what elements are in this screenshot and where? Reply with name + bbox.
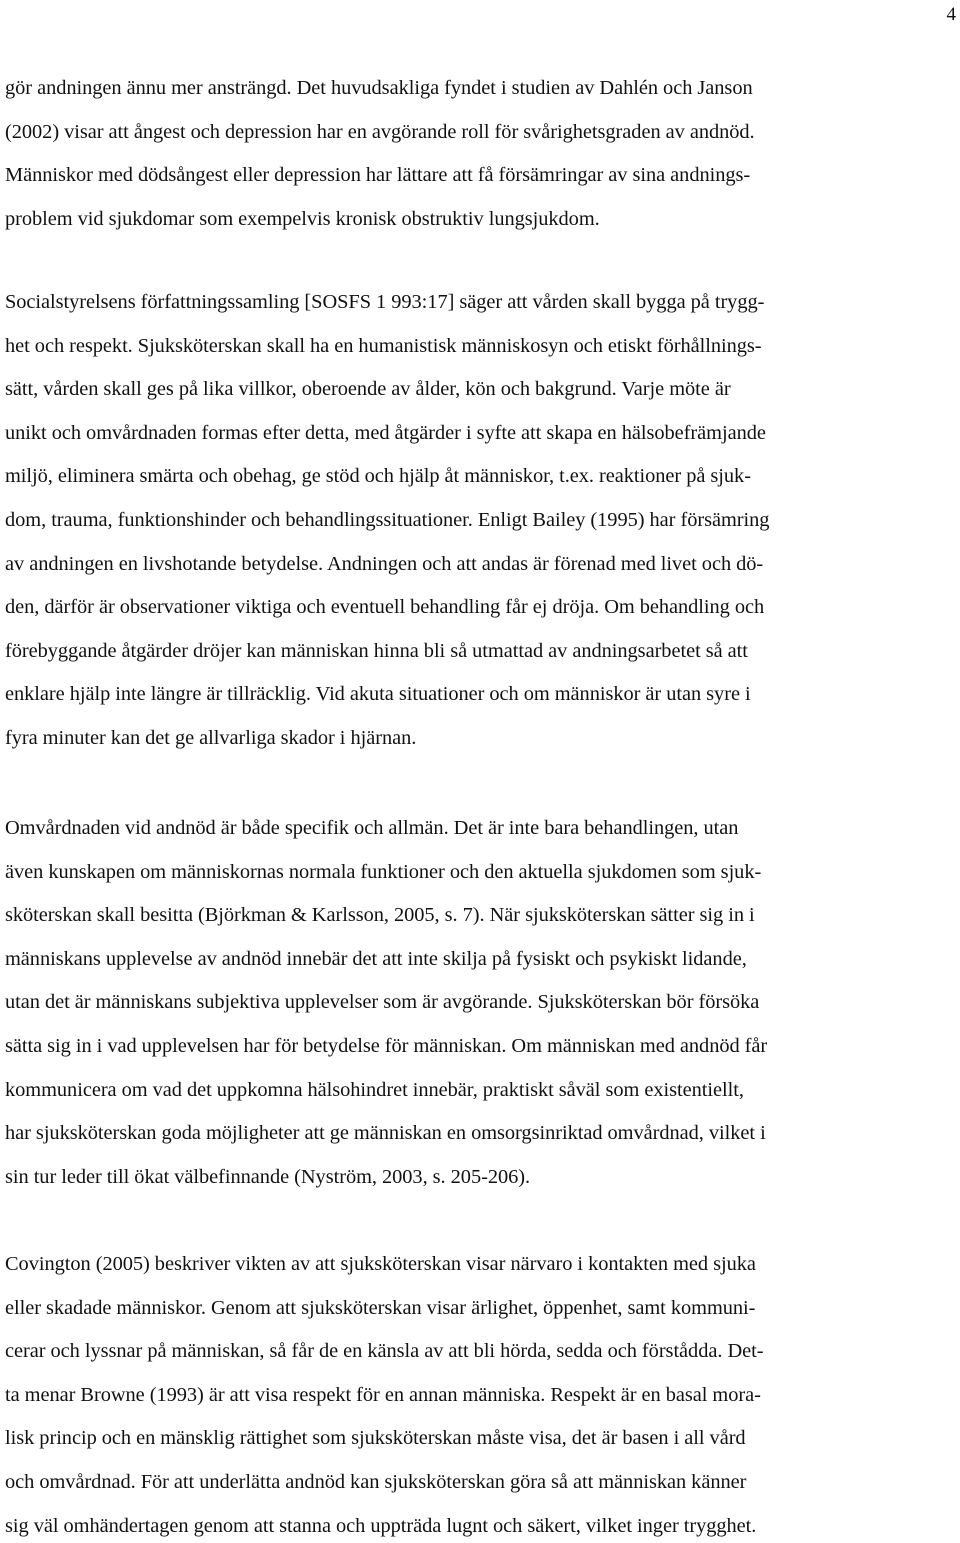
text-line: problem vid sjukdomar som exempelvis kronisk obstruktiv lungsjukdom. xyxy=(5,207,600,230)
text-line: Covington (2005) beskriver vikten av att sjuksköterskan visar närvaro i kontakten med sjuka xyxy=(5,1253,756,1275)
text-line: unikt och omvårdnaden formas efter detta, med åtgärder i syfte att skapa en hälsobefrämjande xyxy=(5,421,766,444)
text-line: av andningen en livshotande betydelse. Andningen och att andas är förenad med livet och dö- xyxy=(5,552,764,575)
text-line: har sjuksköterskan goda möjligheter att ge människan en omsorgsinriktad omvårdnad, vilket i xyxy=(5,1122,766,1145)
text-line: lisk princip och en mänsklig rättighet som sjuksköterskan måste visa, det är basen i all vård xyxy=(5,1427,746,1450)
text-line: gör andningen ännu mer ansträngd. Det huvudsakliga fyndet i studien av Dahlén och Janson xyxy=(5,77,753,99)
text-line: även kunskapen om människornas normala funktioner och den aktuella sjukdomen som sjuk- xyxy=(5,860,762,883)
text-line: sätta sig in i vad upplevelsen har för betydelse för människan. Om människan med andnöd får xyxy=(5,1035,768,1057)
page-number: 4 xyxy=(946,4,956,25)
text-line: cerar och lyssnar på människan, så får de en känsla av att bli hörda, sedda och förstådda. Det- xyxy=(5,1340,764,1363)
text-line: sin tur leder till ökat välbefinnande (Nyström, 2003, s. 205-206). xyxy=(5,1165,531,1188)
text-line: eller skadade människor. Genom att sjuksköterskan visar ärlighet, öppenhet, samt kommuni- xyxy=(5,1296,756,1319)
text-line: fyra minuter kan det ge allvarliga skador i hjärnan. xyxy=(5,727,417,749)
text-line: Omvårdnaden vid andnöd är både specifik och allmän. Det är inte bara behandlingen, utan xyxy=(5,817,739,839)
text-line: enklare hjälp inte längre är tillräcklig. Vid akuta situationer och om människor är utan syre i xyxy=(5,683,751,706)
text-line: miljö, eliminera smärta och obehag, ge stöd och hjälp åt människor, t.ex. reaktioner på sjuk- xyxy=(5,465,751,488)
text-line: Socialstyrelsens författningssamling [SOSFS 1 993:17] säger att vården skall bygga på trygg- xyxy=(5,291,765,313)
text-line: dom, trauma, funktionshinder och behandlingssituationer. Enligt Bailey (1995) har försämring xyxy=(5,509,770,531)
text-line: och omvårdnad. För att underlätta andnöd kan sjuksköterskan göra så att människan känner xyxy=(5,1471,747,1493)
text-line: sätt, vården skall ges på lika villkor, oberoende av ålder, kön och bakgrund. Varje möte är xyxy=(5,378,731,401)
text-line: förebyggande åtgärder dröjer kan människan hinna bli så utmattad av andningsarbetet så att xyxy=(5,639,748,662)
text-line: kommunicera om vad det uppkomna hälsohindret innebär, praktiskt såväl som existentiellt, xyxy=(5,1078,744,1101)
text-line: sköterskan skall besitta (Björkman & Karlsson, 2005, s. 7). När sjuksköterskan sätter sig in i xyxy=(5,904,755,927)
text-line: ta menar Browne (1993) är att visa respekt för en annan människa. Respekt är en basal mora- xyxy=(5,1383,761,1406)
text-line: (2002) visar att ångest och depression har en avgörande roll för svårighetsgraden av andnöd. xyxy=(5,120,755,143)
text-line: sig väl omhändertagen genom att stanna och uppträda lugnt och säkert, vilket inger trygghet. xyxy=(5,1514,757,1537)
text-line: människans upplevelse av andnöd innebär det att inte skilja på fysiskt och psykiskt lidande, xyxy=(5,947,747,970)
text-line: Människor med dödsångest eller depression har lättare att få försämringar av sina andnings- xyxy=(5,164,751,187)
text-line: het och respekt. Sjuksköterskan skall ha en humanistisk människosyn och etiskt förhållnings- xyxy=(5,334,762,357)
text-line: utan det är människans subjektiva upplevelser som är avgörande. Sjuksköterskan bör försöka xyxy=(5,991,760,1014)
text-line: den, därför är observationer viktiga och eventuell behandling får ej dröja. Om behandling och xyxy=(5,596,765,619)
